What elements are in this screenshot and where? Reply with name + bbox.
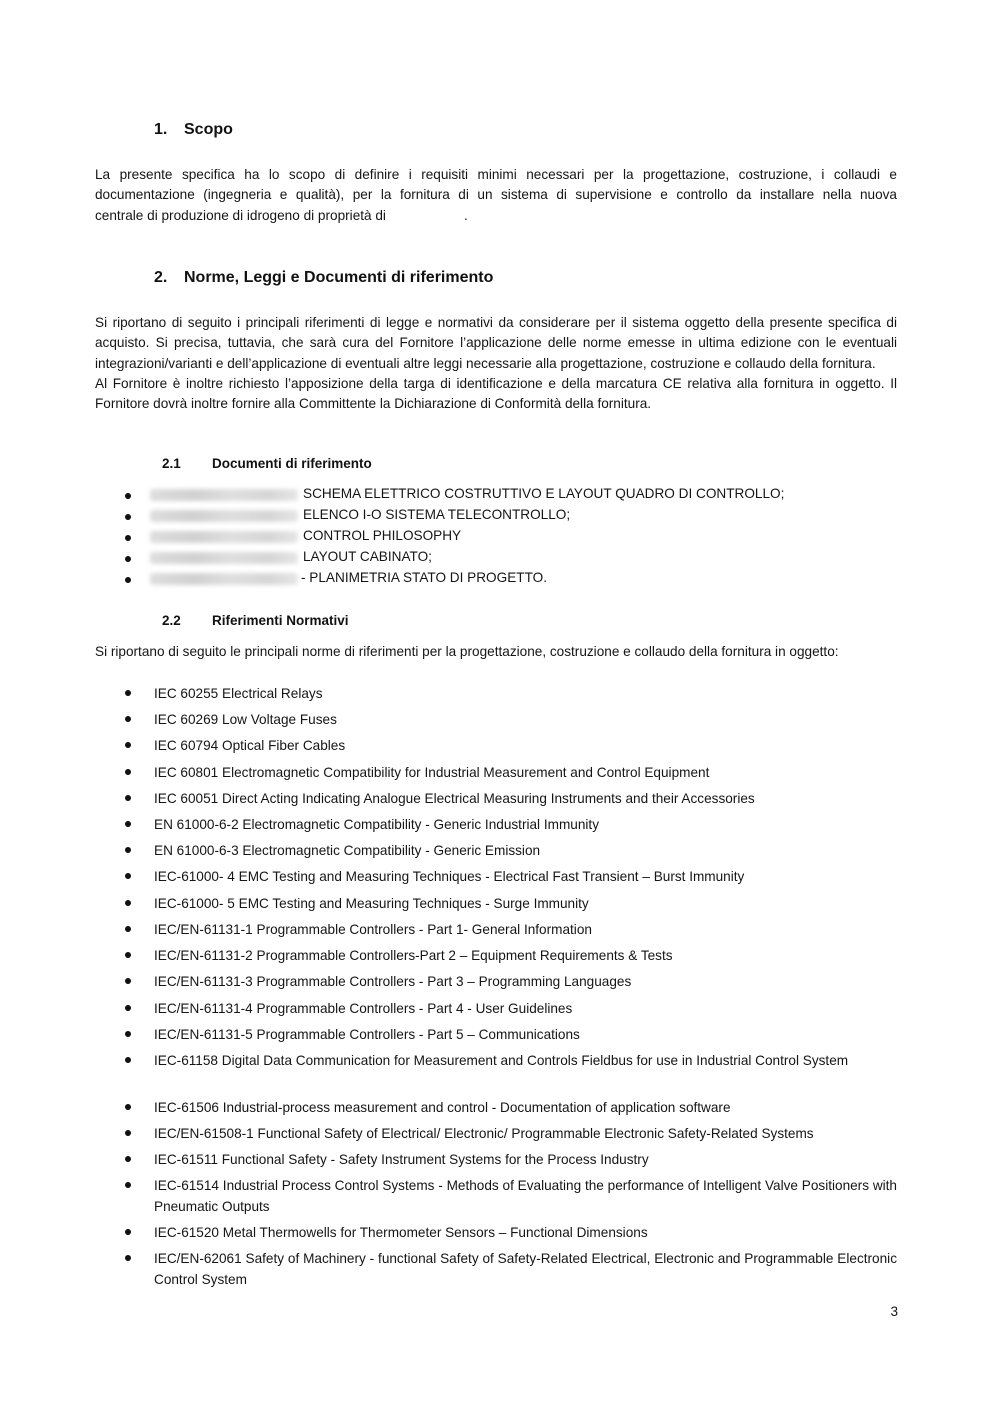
bullet-icon [125, 873, 131, 879]
standard-text: IEC/EN-61131-5 Programmable Controllers - Part 5 – Communications [154, 1027, 580, 1042]
section-1-paragraph [95, 165, 897, 226]
standard-text: IEC 60051 Direct Acting Indicating Analogue Electrical Measuring Instruments and their Accessories [154, 791, 755, 806]
section-1-line-1: La presente specifica ha lo scopo di definire i requisiti minimi necessari per la progettazione, costruzione, i collaudi e [95, 167, 897, 182]
bullet-icon [125, 1130, 131, 1136]
section-1-line-3-text: centrale di produzione di idrogeno di proprietà di [95, 207, 386, 223]
standard-text: IEC 60255 Electrical Relays [154, 686, 323, 701]
section-1-number: 1. [154, 121, 168, 138]
standard-text: IEC-61511 Functional Safety - Safety Instrument Systems for the Process Industry [154, 1152, 649, 1167]
bullet-icon [125, 900, 131, 906]
bullet-icon [125, 847, 131, 853]
bullet-icon [125, 690, 131, 696]
section-1-line-3-end: . [463, 207, 468, 223]
redacted-document-code [150, 489, 298, 501]
section-2-2-title: Riferimenti Normativi [212, 613, 349, 628]
section-1-line-3 [95, 206, 897, 226]
section-2-1-title: Documenti di riferimento [212, 456, 372, 471]
redacted-owner-name [386, 210, 464, 222]
bullet-icon [125, 1057, 131, 1063]
standard-text: IEC-61000- 5 EMC Testing and Measuring Techniques - Surge Immunity [154, 896, 589, 911]
bullet-icon [125, 535, 131, 541]
standard-text: IEC/EN-61508-1 Functional Safety of Electrical/ Electronic/ Programmable Electronic Safety-Related Systems [154, 1126, 814, 1141]
redacted-document-code [150, 510, 298, 522]
redacted-document-code [150, 552, 298, 564]
standard-text: IEC 60794 Optical Fiber Cables [154, 738, 346, 753]
standard-text: IEC/EN-61131-2 Programmable Controllers-Part 2 – Equipment Requirements & Tests [154, 948, 673, 963]
section-1-title: Scopo [184, 121, 233, 138]
bullet-icon [125, 493, 131, 499]
bullet-icon [125, 556, 131, 562]
standard-text: IEC/EN-61131-4 Programmable Controllers - Part 4 - User Guidelines [154, 1001, 573, 1016]
bullet-icon [125, 1255, 131, 1261]
redacted-document-code [150, 573, 298, 585]
section-2-1-number: 2.1 [162, 456, 181, 471]
standard-text: EN 61000-6-2 Electromagnetic Compatibility - Generic Industrial Immunity [154, 817, 599, 832]
section-2-para-2: Al Fornitore è inoltre richiesto l’apposizione della targa di identificazione e della marcatura CE relativa alla fornitura in oggetto. Il Fornitore dovrà inoltre fornire alla Committente la Dichiarazione di Conformità della fornitura. [95, 375, 897, 412]
bullet-icon [125, 821, 131, 827]
section-2-number: 2. [154, 269, 168, 286]
bullet-icon [125, 1005, 131, 1011]
bullet-icon [125, 1229, 131, 1235]
section-2-2-number: 2.2 [162, 613, 181, 628]
standard-text: IEC 60801 Electromagnetic Compatibility for Industrial Measurement and Control Equipment [154, 765, 710, 780]
bullet-icon [125, 952, 131, 958]
standard-text: EN 61000-6-3 Electromagnetic Compatibility - Generic Emission [154, 843, 541, 858]
document-title: ELENCO I-O SISTEMA TELECONTROLLO; [303, 507, 571, 522]
standard-text: IEC-61158 Digital Data Communication for Measurement and Controls Fieldbus for use in Industrial Control System [154, 1053, 849, 1068]
bullet-icon [125, 716, 131, 722]
bullet-icon [125, 769, 131, 775]
standard-text: IEC 60269 Low Voltage Fuses [154, 712, 337, 727]
section-2-para-1: Si riportano di seguito i principali riferimenti di legge e normativi da considerare per il sistema oggetto della presente specifica di acquisto. Si precisa, tuttavia, che sarà cura del Fornitore l’applicazione delle norme emesse in ultima edizione con le eventuali integrazioni/varianti e dell’applicazione di eventuali altre leggi necessarie alla progettazione, costruzione e collaudo della fornitura. [95, 315, 897, 371]
bullet-icon [125, 926, 131, 932]
bullet-icon [125, 1031, 131, 1037]
section-2-paragraph [95, 313, 897, 414]
document-title: - PLANIMETRIA STATO DI PROGETTO. [301, 570, 547, 585]
section-2-heading [154, 269, 493, 287]
bullet-icon [125, 577, 131, 583]
section-2-2-heading [162, 613, 349, 628]
bullet-icon [125, 1156, 131, 1162]
bullet-icon [125, 742, 131, 748]
bullet-icon [125, 1182, 131, 1188]
standard-text: IEC/EN-61131-1 Programmable Controllers - Part 1- General Information [154, 922, 592, 937]
bullet-icon [125, 1104, 131, 1110]
document-title: LAYOUT CABINATO; [303, 549, 432, 564]
bullet-icon [125, 795, 131, 801]
bullet-icon [125, 514, 131, 520]
document-title: CONTROL PHILOSOPHY [303, 528, 462, 543]
redacted-document-code [150, 531, 298, 543]
standard-text: IEC-61000- 4 EMC Testing and Measuring Techniques - Electrical Fast Transient – Burst Immunity [154, 869, 745, 884]
document-title: SCHEMA ELETTRICO COSTRUTTIVO E LAYOUT QUADRO DI CONTROLLO; [303, 486, 785, 501]
page-number: 3 [890, 1304, 898, 1319]
standard-text: IEC-61506 Industrial-process measurement and control - Documentation of application software [154, 1100, 731, 1115]
standard-text: IEC-61514 Industrial Process Control Systems - Methods of Evaluating the performance of Intelligent Valve Positioners with Pneumatic Outputs [154, 1178, 897, 1214]
section-2-2-intro-text: Si riportano di seguito le principali norme di riferimenti per la progettazione, costruzione e collaudo della fornitura in oggetto: [95, 644, 839, 659]
section-2-title: Norme, Leggi e Documenti di riferimento [184, 269, 494, 286]
section-2-2-intro [95, 642, 897, 662]
standard-text: IEC/EN-61131-3 Programmable Controllers - Part 3 – Programming Languages [154, 974, 632, 989]
bullet-icon [125, 978, 131, 984]
standard-text: IEC/EN-62061 Safety of Machinery - functional Safety of Safety-Related Electrical, Electronic and Programmable Electronic Control System [154, 1251, 897, 1287]
section-1-heading [154, 121, 233, 139]
section-1-line-2: documentazione (ingegneria e qualità), per la fornitura di un sistema di supervisione e controllo da installare nella nuova [95, 187, 897, 203]
standard-text: IEC-61520 Metal Thermowells for Thermometer Sensors – Functional Dimensions [154, 1225, 648, 1240]
section-2-1-heading [162, 456, 372, 471]
